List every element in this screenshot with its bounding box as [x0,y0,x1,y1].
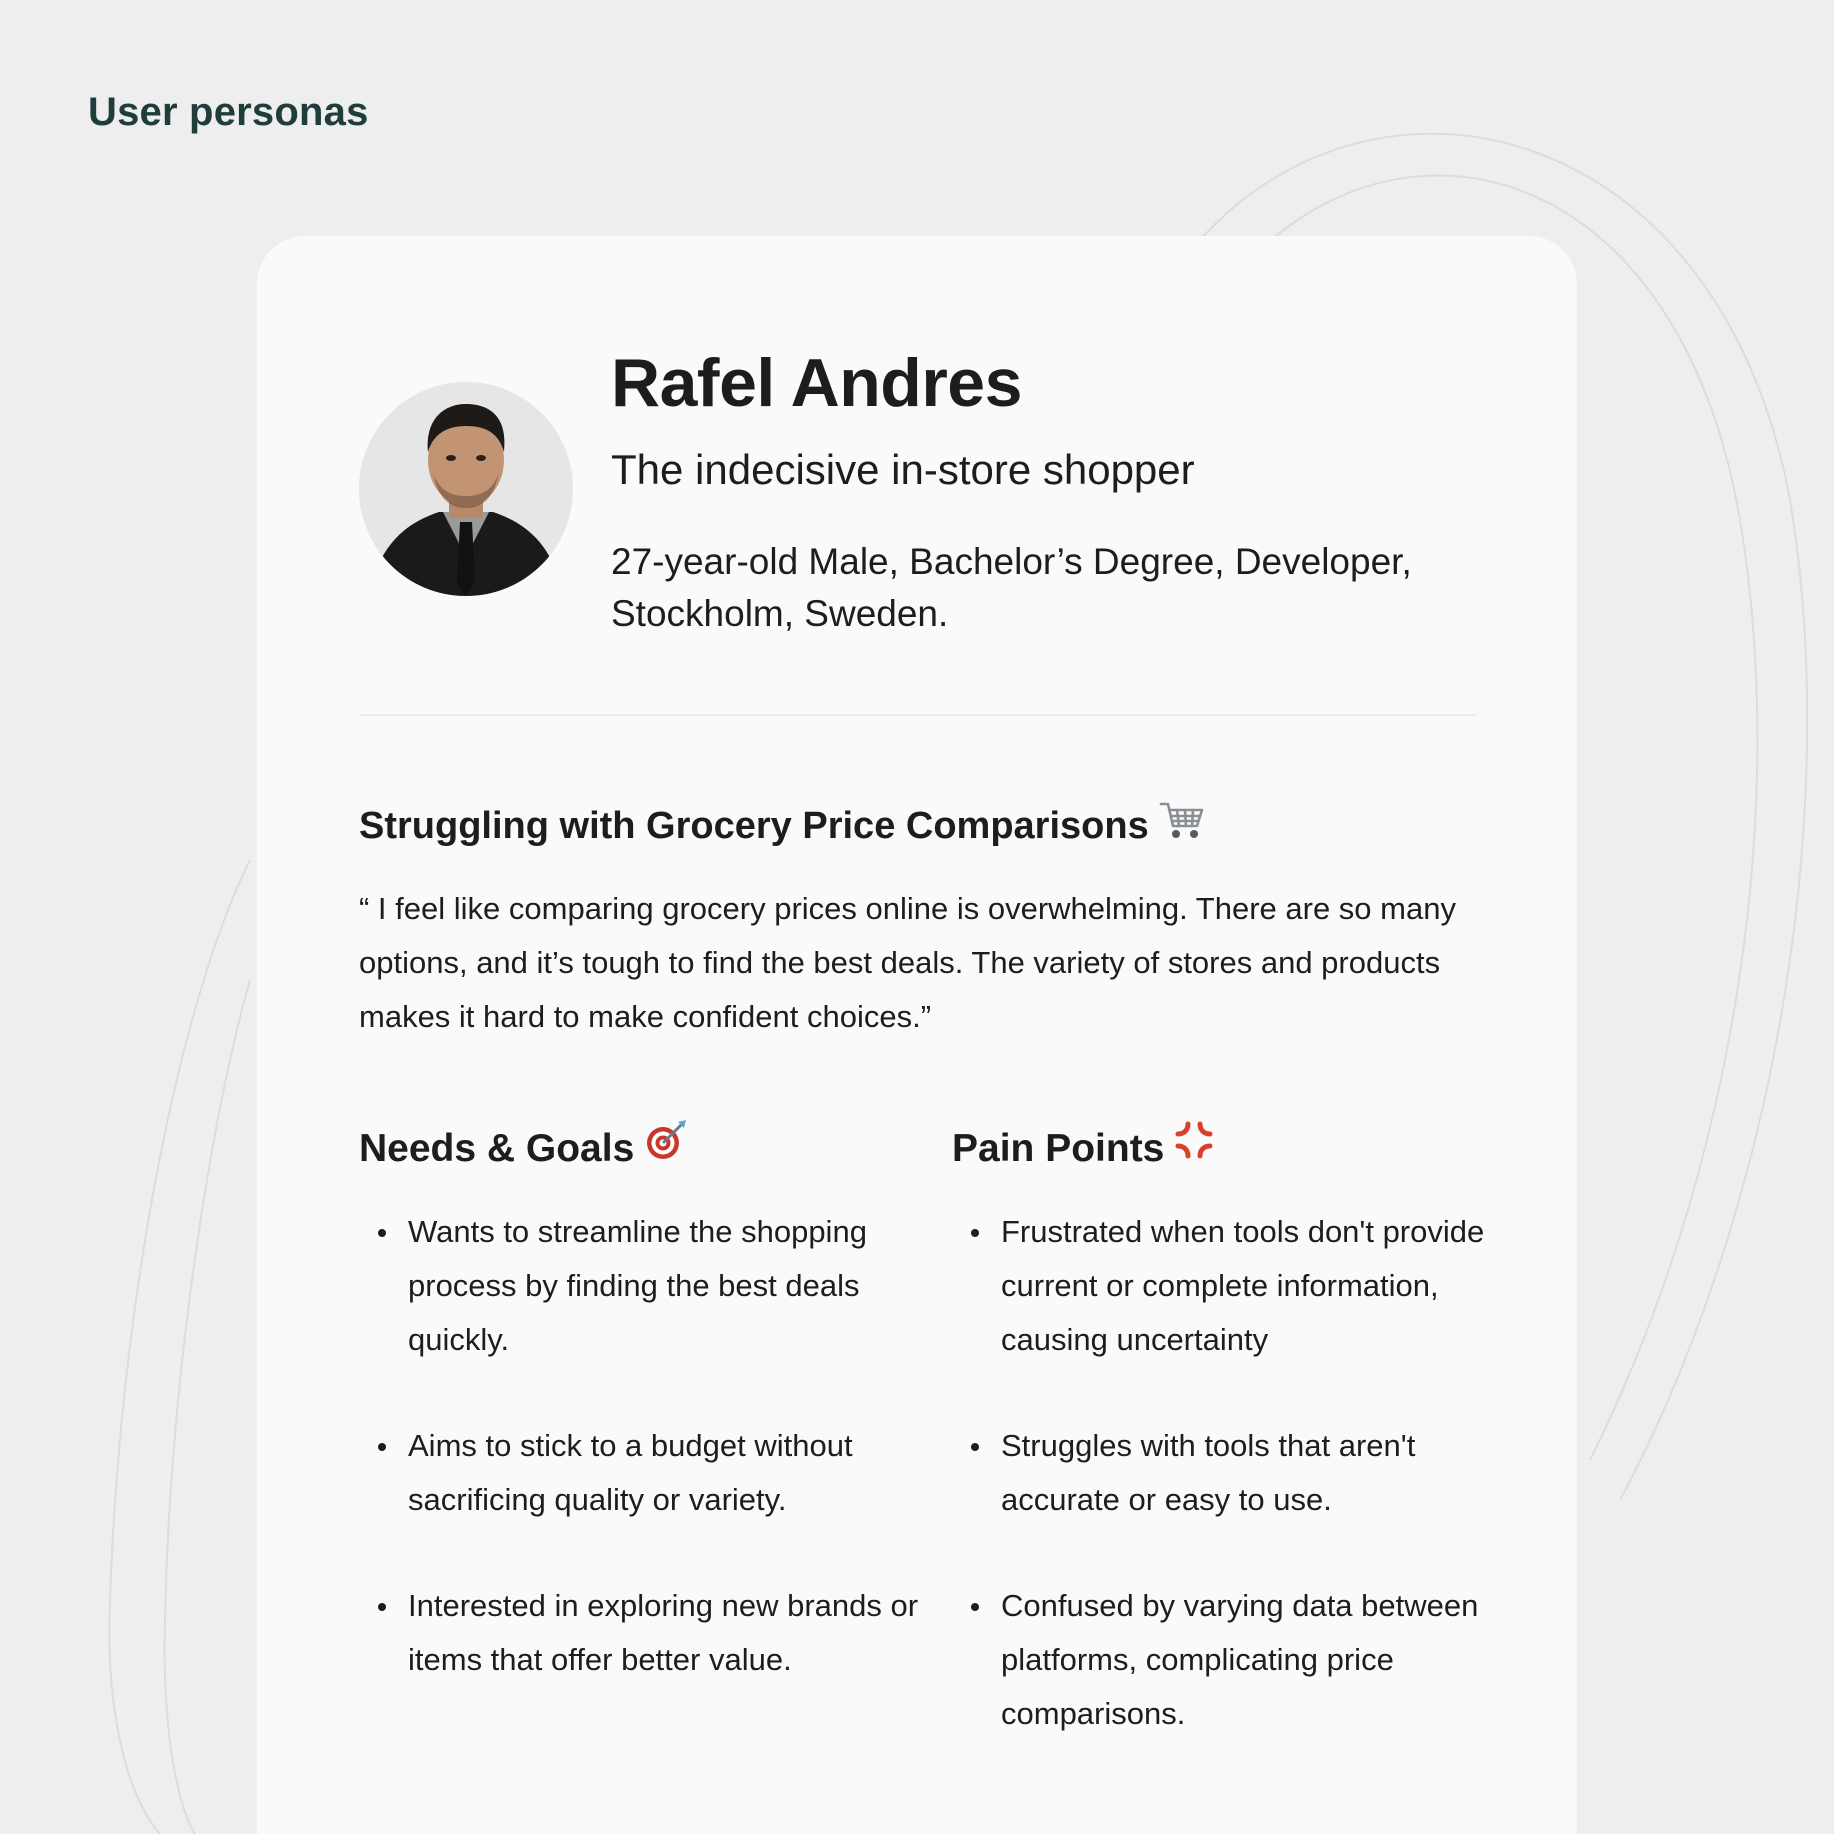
avatar-portrait-image [359,382,573,596]
needs-goals-heading-text: Needs & Goals [359,1127,635,1170]
pain-points-heading-text: Pain Points [952,1127,1165,1170]
needs-goals-section [359,1121,919,1739]
anger-symbol-icon [1174,1120,1214,1176]
section-label: User personas [88,90,369,134]
quote-heading [359,800,1205,848]
direct-hit-target-icon [644,1118,688,1178]
list-item: Wants to streamline the shopping process by finding the best deals quickly. [359,1205,919,1367]
list-item: Confused by varying data between platforms, complicating price comparisons. [952,1579,1512,1741]
persona-tagline: The indecisive in-store shopper [611,446,1195,493]
divider [359,714,1477,716]
avatar [359,382,573,596]
persona-demographics: 27-year-old Male, Bachelor’s Degree, Developer, Stockholm, Sweden. [611,541,1412,634]
persona-name: Rafel Andres [611,345,1022,421]
needs-goals-heading [359,1121,919,1177]
pain-points-section [952,1121,1512,1793]
shopping-cart-icon [1159,805,1205,847]
list-item: Frustrated when tools don't provide current or complete information, causing uncertainty [952,1205,1512,1367]
persona-card [257,236,1577,1834]
pain-points-heading [952,1121,1512,1177]
list-item: Aims to stick to a budget without sacrificing quality or variety. [359,1419,919,1527]
quote-heading-text: Struggling with Grocery Price Comparisons [359,805,1149,847]
list-item: Struggles with tools that aren't accurate or easy to use. [952,1419,1512,1527]
quote-text: “ I feel like comparing grocery prices online is overwhelming. There are so many options, and it’s tough to find the best deals. The variety of stores and products makes it hard to make confident choices.” [359,891,1456,1034]
pain-points-list [952,1205,1512,1741]
needs-goals-list [359,1205,919,1687]
list-item: Interested in exploring new brands or items that offer better value. [359,1579,919,1687]
